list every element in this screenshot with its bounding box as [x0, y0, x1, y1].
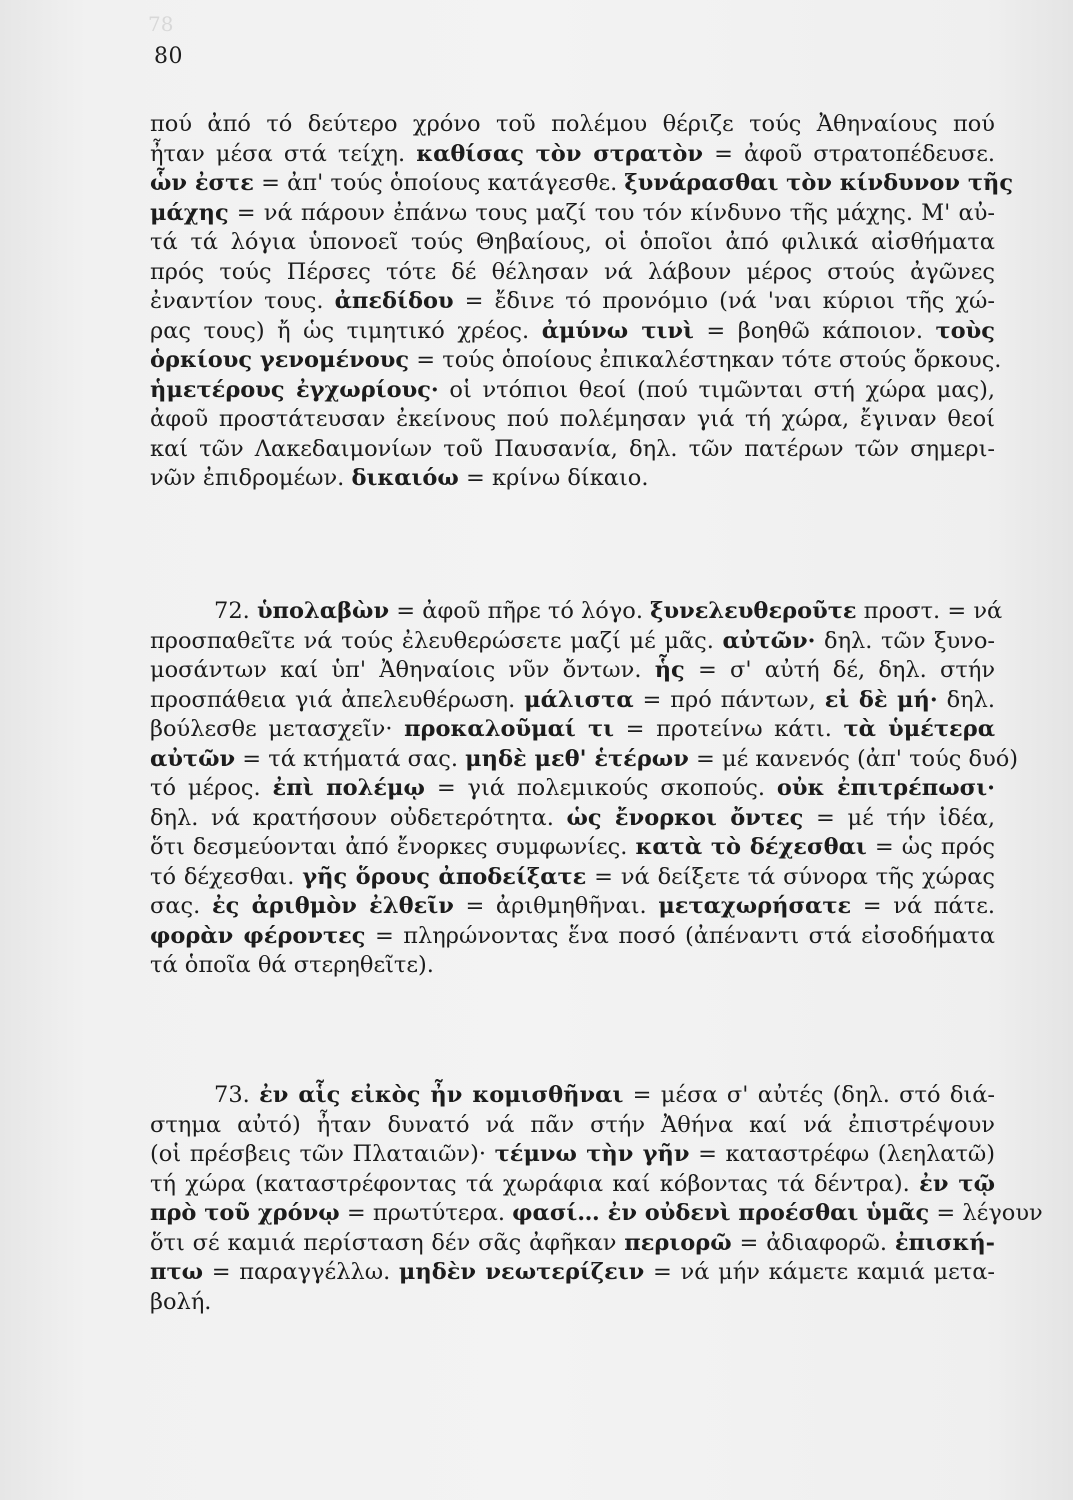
gloss-text: ἀφοῦ προστάτευσαν ἐκείνους πού πολέμησαν γιά τή χώρα, ἔγιναν θεοί: [150, 406, 995, 432]
gloss-text: δηλ.: [937, 686, 996, 713]
glossed-term: ἐπισκή-: [894, 1229, 996, 1256]
gloss-text: = παραγγέλλω.: [203, 1259, 399, 1285]
glossed-term: ἐπὶ πολέμῳ: [272, 775, 425, 801]
glossed-term: ξυνελευθεροῦτε: [650, 598, 857, 624]
text-line: [150, 951, 995, 981]
gloss-text: πού ἀπό τό δεύτερο χρόνο τοῦ πολέμου θέριζε τούς Ἀθηναίους πού: [150, 111, 995, 137]
glossed-term: ἐν τῷ: [919, 1170, 995, 1197]
gloss-text: ἐναντίον τους.: [150, 288, 335, 314]
glossed-term: καθίσας τὸν στρατὸν: [416, 140, 703, 167]
glossed-term: αὐτῶν: [150, 745, 236, 772]
text-line: [150, 922, 995, 952]
gloss-text: δηλ. νά κρατήσουν οὐδετερότητα.: [150, 804, 567, 831]
text-line: [150, 376, 995, 406]
glossed-term: ἀπεδίδου: [334, 288, 454, 314]
text-line: [150, 627, 995, 657]
text-line: [150, 346, 1002, 376]
glossed-term: ἐν αἷς εἰκὸς ἦν κομισθῆναι: [259, 1082, 624, 1108]
gloss-text: = κρίνω δίκαιο.: [458, 465, 649, 491]
glossed-term: πτω: [150, 1259, 204, 1285]
gloss-text: = ὡς πρός: [866, 834, 996, 860]
text-line: [150, 597, 1003, 627]
gloss-text: = πρό πάντων,: [633, 686, 825, 713]
glossed-term: ἀμύνω τινὶ: [541, 317, 694, 344]
text-line: [150, 745, 1019, 775]
text-line: [150, 1229, 995, 1259]
text-line: [150, 287, 995, 317]
glossed-term: ἡμετέρους ἐγχωρίους·: [150, 376, 439, 403]
gloss-text: στημα αὐτό) ἦταν δυνατό νά πᾶν στήν Ἀθήνα καί νά ἐπιστρέψουν: [150, 1111, 995, 1138]
text-line: [150, 833, 995, 863]
gloss-text: = νά πάρουν ἐπάνω τους μαζί του τόν κίνδυνο τῆς μάχης. Μ' αὐ-: [228, 199, 995, 226]
bleed-through-page-number: 78: [148, 12, 174, 36]
gloss-text: = νά δείξετε τά σύνορα τῆς χώρας: [586, 863, 995, 890]
gloss-text: (οἱ πρέσβεις τῶν Πλαταιῶν)·: [150, 1141, 495, 1167]
gloss-text: προστ. = νά: [856, 598, 1003, 624]
gloss-text: τό δέχεσθαι.: [150, 863, 303, 890]
gloss-text: ὅτι σέ καμιά περίσταση δέν σᾶς ἀφῆκαν: [150, 1229, 625, 1256]
gloss-text: = ἀφοῦ στρατοπέδευσε.: [702, 140, 996, 167]
text-line: [150, 774, 995, 804]
gloss-text: οἱ ντόπιοι θεοί (πού τιμῶνται στή χώρα μας),: [438, 376, 995, 403]
gloss-text: = νά πάτε.: [851, 893, 996, 919]
gloss-text: νῶν ἐπιδρομέων.: [150, 465, 352, 491]
text-line: [150, 863, 995, 893]
gloss-text: μοσάντων καί ὑπ' Ἀθηναίοις νῦν ὄντων.: [150, 657, 655, 683]
text-line: [150, 169, 1014, 199]
glossed-term: ὁρκίους γενομένους: [150, 347, 410, 373]
gloss-text: σας.: [150, 893, 212, 919]
gloss-text: = ἀφοῦ πῆρε τό λόγο.: [389, 598, 651, 624]
text-line: [150, 804, 995, 834]
commentary-paragraph-71: [150, 110, 1014, 494]
text-line: [150, 1288, 995, 1318]
gloss-text: δηλ. τῶν ξυνο-: [815, 627, 995, 654]
gloss-text: τά τά λόγια ὑπονοεῖ τούς Θηβαίους, οἱ ὁποῖοι ἀπό φιλικά αἰσθήματα: [150, 229, 995, 255]
gloss-text: = τά κτήματά σας.: [235, 745, 466, 772]
gloss-text: τό μέρος.: [150, 775, 273, 801]
text-line: [150, 199, 995, 229]
text-line: [150, 435, 995, 465]
glossed-term: τοὺς: [935, 317, 995, 344]
glossed-term: τὰ ὑμέτερα: [843, 716, 996, 742]
gloss-text: = μέ τήν ἰδέα,: [803, 804, 995, 831]
text-line: [150, 405, 995, 435]
glossed-term: κατὰ τὸ δέχεσθαι: [635, 834, 867, 860]
glossed-term: ἧς: [654, 657, 685, 683]
glossed-term: μάλιστα: [524, 686, 634, 713]
gloss-text: βούλεσθε μετασχεῖν·: [150, 716, 405, 742]
glossed-term: μάχης: [150, 199, 229, 226]
gloss-text: ἦταν μέσα στά τείχη.: [150, 140, 417, 167]
text-line: [150, 1199, 1043, 1229]
gloss-text: = σ' αὐτή δέ, δηλ. στήν: [684, 657, 995, 683]
gloss-text: = ἀδιαφορῶ.: [731, 1229, 895, 1256]
glossed-term: περιορῶ: [624, 1229, 732, 1256]
gloss-text: = ἔδινε τό προνόμιο (νά 'ναι κύριοι τῆς χώ-: [453, 288, 995, 314]
text-line: [150, 228, 995, 258]
gloss-text: καί τῶν Λακεδαιμονίων τοῦ Παυσανία, δηλ. τῶν πατέρων τῶν σημερι-: [150, 435, 995, 462]
gloss-text: = πρωτύτερα.: [339, 1200, 513, 1226]
glossed-term: μηδὲ μεθ' ἑτέρων: [465, 745, 689, 772]
glossed-term: πρὸ τοῦ χρόνῳ: [150, 1200, 340, 1226]
text-line: [150, 258, 995, 288]
glossed-term: ξυνάρασθαι τὸν κίνδυνον τῆς: [624, 170, 1014, 196]
text-line: [150, 317, 995, 347]
gloss-text: τά ὁποῖα θά στερηθεῖτε).: [150, 952, 434, 978]
commentary-paragraph-72: [150, 597, 1019, 981]
glossed-term: προκαλοῦμαί τι: [404, 716, 615, 742]
text-line: [150, 1258, 995, 1288]
gloss-text: = ἀριθμηθῆναι.: [453, 893, 659, 919]
glossed-term: φασί… ἐν οὐδενὶ προέσθαι ὑμᾶς: [512, 1200, 930, 1226]
gloss-text: = λέγουν: [929, 1200, 1043, 1226]
glossed-term: αὐτῶν·: [722, 627, 816, 654]
text-line: [150, 1111, 995, 1141]
glossed-term: φορὰν φέροντες: [150, 922, 366, 949]
text-line: [150, 1140, 995, 1170]
gloss-text: = τούς ὁποίους ἐπικαλέστηκαν τότε στούς ὅρκους.: [409, 347, 1002, 373]
glossed-term: γῆς ὅρους ἀποδείξατε: [302, 863, 587, 890]
gloss-text: = καταστρέφω (λεηλατῶ): [689, 1141, 996, 1167]
text-line: [150, 656, 995, 686]
text-line: [150, 110, 995, 140]
gloss-text: = μέσα σ' αὐτές (δηλ. στό διά-: [623, 1082, 995, 1108]
gloss-text: τή χώρα (καταστρέφοντας τά χωράφια καί κόβοντας τά δέντρα).: [150, 1170, 920, 1197]
gloss-text: ὅτι δεσμεύονται ἀπό ἔνορκες συμφωνίες.: [150, 834, 636, 860]
glossed-term: μηδὲν νεωτερίζειν: [398, 1259, 645, 1285]
gloss-text: προσπαθεῖτε νά τούς ἐλευθερώσετε μαζί μέ μᾶς.: [150, 627, 723, 654]
glossed-term: μεταχωρήσατε: [658, 893, 852, 919]
glossed-term: ὑπολαβὼν: [256, 598, 390, 624]
text-line: [150, 464, 995, 494]
gloss-text: = ἀπ' τούς ὁποίους κατάγεσθε.: [253, 170, 625, 196]
gloss-text: βολή.: [150, 1288, 212, 1315]
gloss-text: πρός τούς Πέρσες τότε δέ θέλησαν νά λάβουν μέρος στούς ἀγῶνες: [150, 258, 995, 285]
glossed-term: τέμνω τὴν γῆν: [494, 1141, 690, 1167]
text-line: [150, 140, 995, 170]
text-line: [150, 1170, 995, 1200]
glossed-term: ἐς ἀριθμὸν ἐλθεῖν: [211, 893, 454, 919]
gloss-text: προσπάθεια γιά ἀπελευθέρωση.: [150, 686, 525, 713]
page-number: 80: [154, 44, 183, 69]
gloss-text: 72.: [214, 598, 257, 624]
text-line: [150, 686, 995, 716]
glossed-term: ὧν ἐστε: [150, 170, 254, 196]
glossed-term: οὐκ ἐπιτρέπωσι·: [776, 775, 995, 801]
gloss-text: = πληρώνοντας ἕνα ποσό (ἀπέναντι στά εἰσοδήματα: [365, 922, 995, 949]
gloss-text: = προτείνω κάτι.: [614, 716, 844, 742]
commentary-paragraph-73: [150, 1081, 1043, 1317]
glossed-term: εἰ δὲ μή·: [824, 686, 938, 713]
gloss-text: = μέ κανενός (ἀπ' τούς δυό): [688, 745, 1019, 772]
gloss-text: = γιά πολεμικούς σκοπούς.: [424, 775, 777, 801]
text-line: [150, 715, 995, 745]
gloss-text: ρας τους) ἤ ὡς τιμητικό χρέος.: [150, 317, 542, 344]
gloss-text: 73.: [214, 1082, 260, 1108]
gloss-text: = βοηθῶ κάποιον.: [693, 317, 936, 344]
gloss-text: = νά μήν κάμετε καμιά μετα-: [644, 1259, 995, 1285]
text-line: [150, 892, 995, 922]
text-line: [150, 1081, 995, 1111]
glossed-term: δικαιόω: [351, 465, 459, 491]
glossed-term: ὡς ἔνορκοι ὄντες: [566, 804, 804, 831]
